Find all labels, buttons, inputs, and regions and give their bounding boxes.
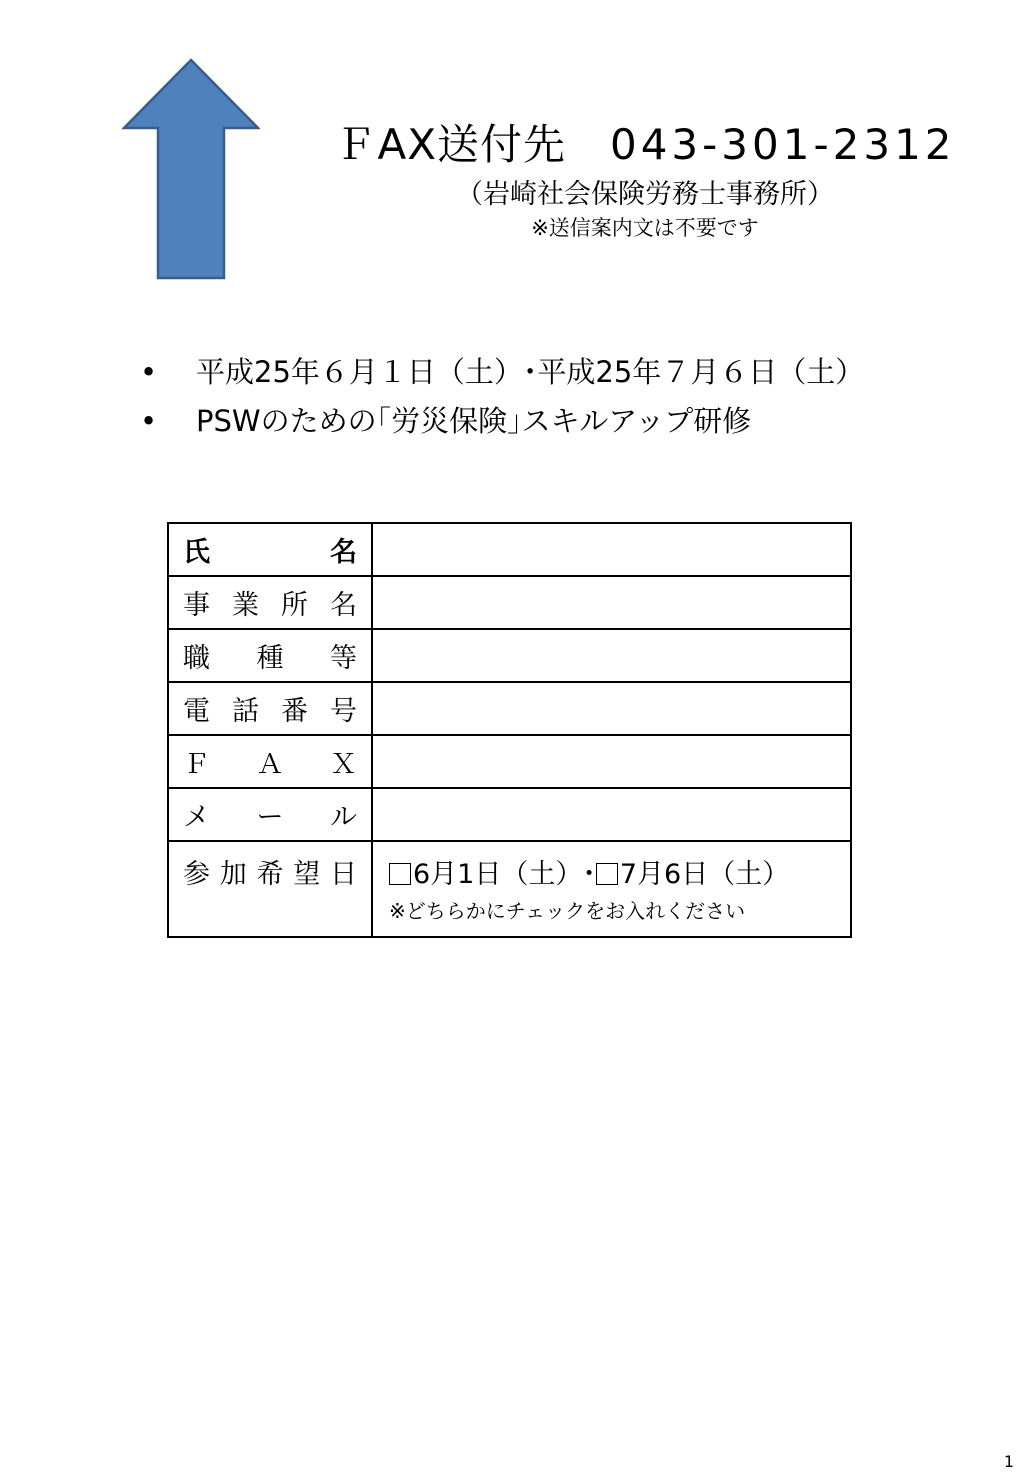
option-june: 6月1日（土） [413, 859, 583, 890]
field-name[interactable] [372, 523, 851, 576]
bullet-dates [140, 350, 864, 394]
bullet-text: PSWのための｢労災保険｣スキルアップ研修 [196, 404, 752, 438]
label-char: Ａ [256, 749, 284, 780]
header-note: ※送信案内文は不要です [531, 216, 759, 240]
label-fax [168, 735, 372, 788]
label-char: 職 [183, 643, 210, 674]
row-office [168, 576, 851, 629]
label-char: 参 [183, 859, 210, 890]
label-char: メ [183, 802, 210, 833]
up-arrow-icon [122, 58, 260, 280]
bullet-symbol: • [140, 355, 158, 389]
page-number: 1 [1003, 1452, 1014, 1471]
label-char: 望 [293, 859, 321, 890]
row-occupation [168, 629, 851, 682]
label-char: 番 [281, 696, 308, 727]
label-email [168, 788, 372, 841]
field-fax[interactable] [372, 735, 851, 788]
check-note: ※どちらかにチェックをお入れください [389, 899, 746, 923]
row-name [168, 523, 851, 576]
registration-form [167, 522, 852, 938]
label-char: 所 [281, 590, 308, 621]
label-char: ル [330, 802, 357, 833]
option-separator: ･ [582, 859, 596, 890]
checkbox-july[interactable] [596, 863, 618, 885]
field-office[interactable] [372, 576, 851, 629]
fax-number: 043-301-2312 [609, 120, 956, 169]
fax-title [300, 112, 990, 172]
date-options [389, 852, 850, 891]
label-occupation [168, 629, 372, 682]
label-char: Ｆ [183, 749, 210, 780]
label-char: 等 [330, 643, 357, 674]
fax-label: ＦAX送付先 [334, 120, 566, 169]
label-char: 業 [232, 590, 259, 621]
checkbox-june[interactable] [389, 863, 411, 885]
field-occupation[interactable] [372, 629, 851, 682]
label-char: 名 [330, 537, 357, 568]
label-char: 電 [183, 696, 210, 727]
label-char: 希 [256, 859, 284, 890]
label-char: 日 [330, 859, 357, 890]
row-phone [168, 682, 851, 735]
label-phone [168, 682, 372, 735]
row-date [168, 841, 851, 937]
field-date [372, 841, 851, 937]
row-fax [168, 735, 851, 788]
label-name [168, 523, 372, 576]
label-char: 種 [256, 643, 284, 674]
label-char: 事 [183, 590, 210, 621]
label-char: 話 [232, 696, 259, 727]
label-date [168, 841, 372, 937]
label-char: 加 [219, 859, 247, 890]
label-char: 名 [330, 590, 357, 621]
label-char: 氏 [183, 537, 210, 568]
label-char: 号 [330, 696, 357, 727]
label-char: Ｘ [330, 749, 357, 780]
bullet-seminar [140, 399, 751, 443]
bullet-symbol: • [140, 404, 158, 438]
field-email[interactable] [372, 788, 851, 841]
field-phone[interactable] [372, 682, 851, 735]
label-char: ー [256, 802, 284, 833]
label-office [168, 576, 372, 629]
option-july: 7月6日（土） [619, 859, 790, 890]
bullet-text: 平成25年６月１日（土）･平成25年７月６日（土） [196, 355, 865, 389]
office-name: （岩崎社会保険労務士事務所） [456, 179, 834, 210]
row-email [168, 788, 851, 841]
